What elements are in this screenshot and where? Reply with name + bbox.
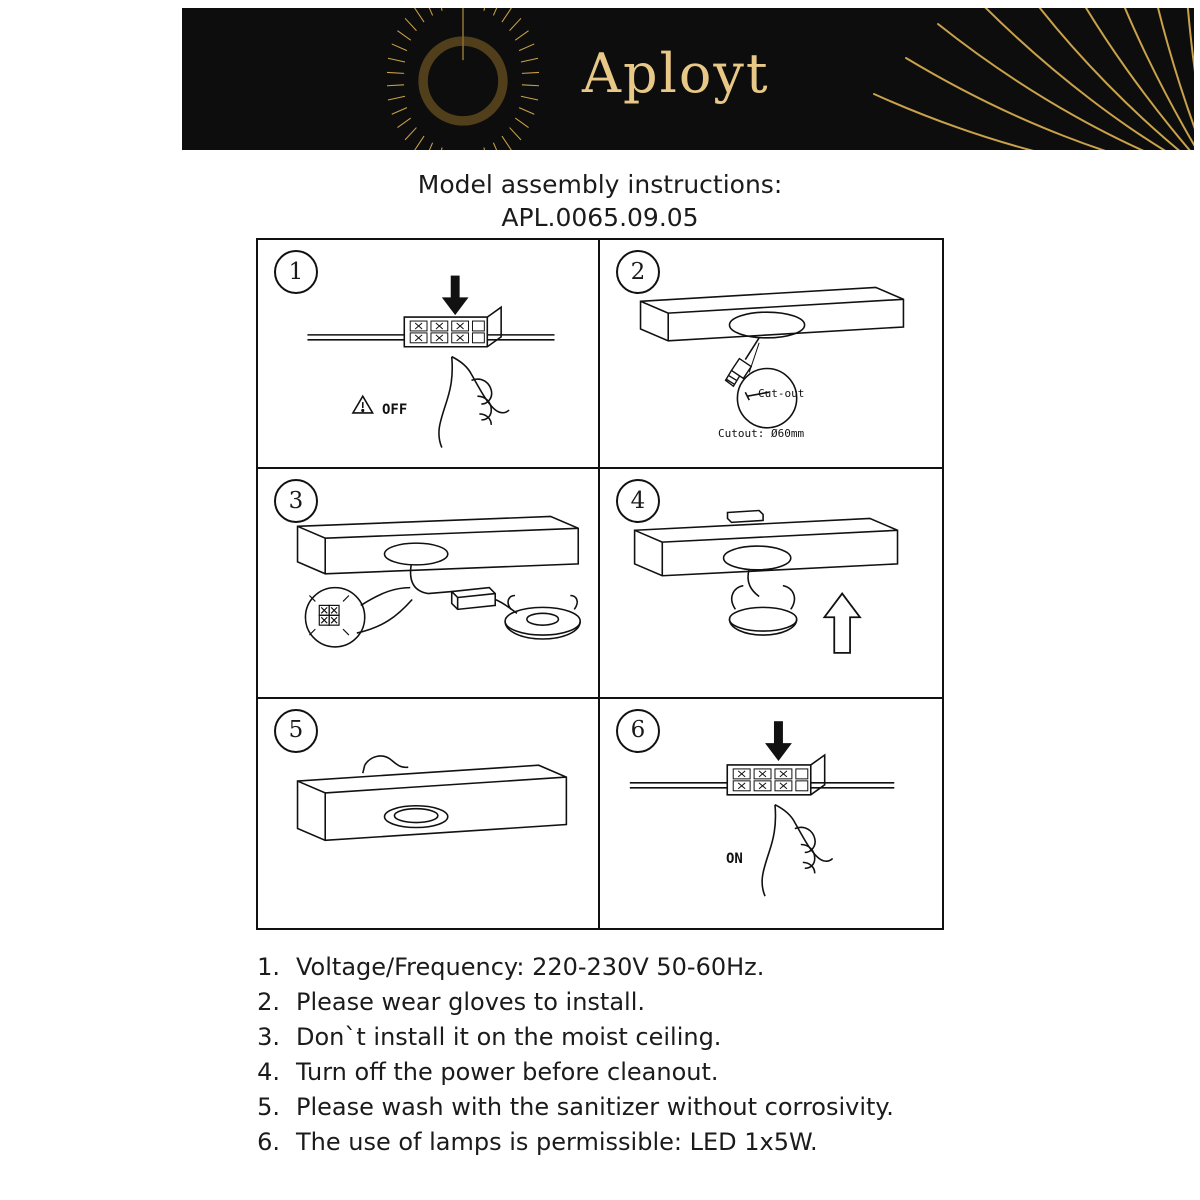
note-index: 5.	[257, 1093, 280, 1121]
step-number-6: 6	[616, 709, 660, 753]
note-text: Please wash with the sanitizer without corrosivity.	[296, 1093, 894, 1121]
power-on-label: ON	[726, 850, 743, 867]
step-cell-6	[600, 699, 942, 928]
note-text: Voltage/Frequency: 220-230V 50-60Hz.	[296, 953, 765, 981]
list-item	[238, 1020, 998, 1055]
step-5-illustration	[258, 699, 598, 928]
brand-header	[182, 8, 1194, 150]
step-cell-3	[258, 469, 600, 698]
note-index: 6.	[257, 1128, 280, 1156]
step-cell-4	[600, 469, 942, 698]
note-index: 2.	[257, 988, 280, 1016]
note-index: 3.	[257, 1023, 280, 1051]
note-index: 1.	[257, 953, 280, 981]
list-item	[238, 985, 998, 1020]
brand-name: Aployt	[582, 42, 770, 105]
list-item	[238, 950, 998, 985]
list-item	[238, 1090, 998, 1125]
step-1-illustration	[258, 240, 598, 467]
step-3-illustration	[258, 469, 598, 696]
step-number-4: 4	[616, 479, 660, 523]
step-4-illustration	[600, 469, 942, 696]
list-item	[238, 1055, 998, 1090]
notes-list	[238, 950, 998, 1160]
note-text: The use of lamps is permissible: LED 1x5W.	[296, 1128, 818, 1156]
step-cell-2	[600, 240, 942, 469]
step-number-1: 1	[274, 250, 318, 294]
page-title-line1: Model assembly instructions:	[417, 170, 783, 199]
page-title	[0, 168, 1200, 234]
down-arrow-icon	[765, 721, 792, 761]
list-item	[238, 1125, 998, 1160]
assembly-steps-grid	[256, 238, 944, 930]
cutout-dimension-label: Cutout: Ø60mm	[718, 427, 805, 440]
step-number-2: 2	[616, 250, 660, 294]
step-6-illustration	[600, 699, 942, 928]
down-arrow-icon	[442, 276, 469, 316]
step-cell-1	[258, 240, 600, 469]
note-index: 4.	[257, 1058, 280, 1086]
power-off-label: OFF	[382, 402, 408, 418]
step-cell-5	[258, 699, 600, 928]
note-text: Turn off the power before cleanout.	[296, 1058, 719, 1086]
warning-icon	[353, 396, 373, 413]
cutout-callout-label: Cut-out	[758, 387, 805, 400]
page-title-line2: APL.0065.09.05	[501, 203, 699, 232]
note-text: Don`t install it on the moist ceiling.	[296, 1023, 722, 1051]
step-number-5: 5	[274, 709, 318, 753]
fan-rays-icon	[814, 8, 1194, 150]
sunburst-logo-icon	[368, 8, 558, 150]
note-text: Please wear gloves to install.	[296, 988, 645, 1016]
step-number-3: 3	[274, 479, 318, 523]
